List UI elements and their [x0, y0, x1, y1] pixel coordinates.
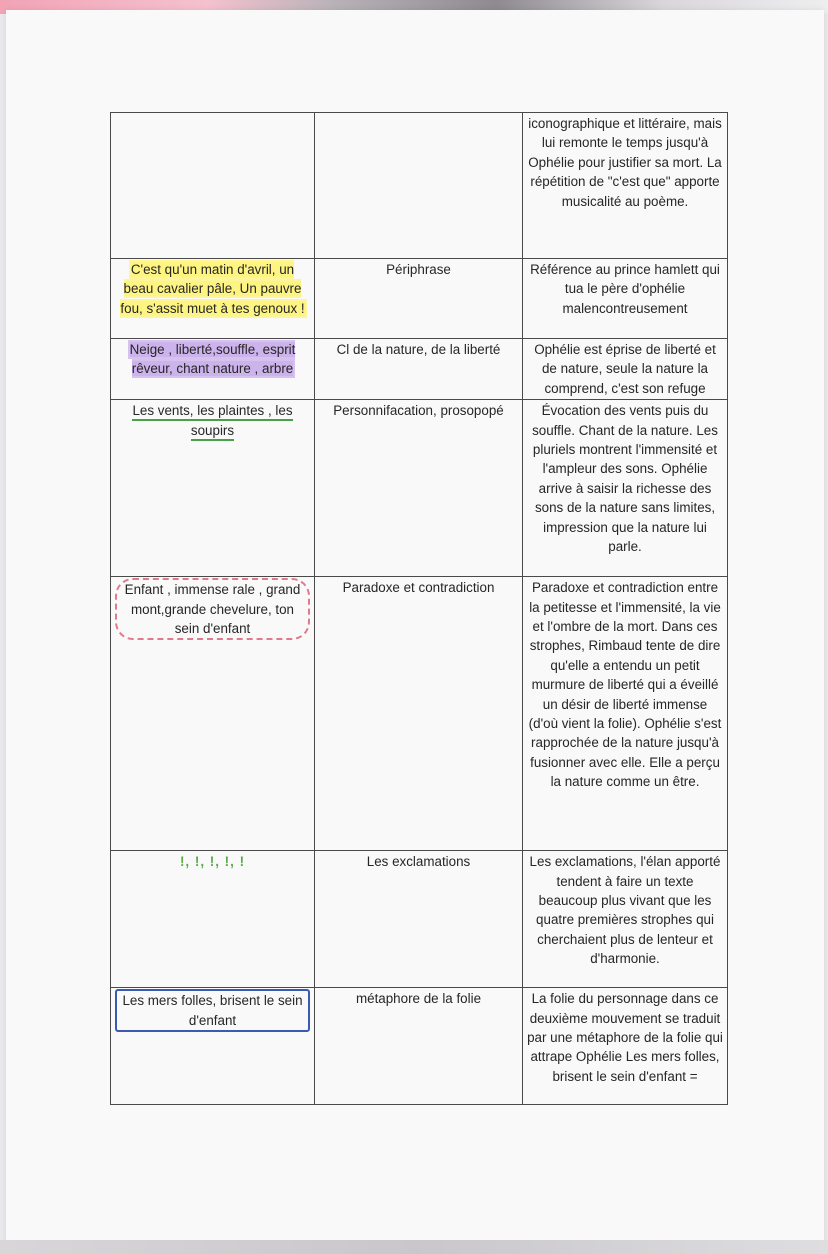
- analysis-cell: Ophélie est éprise de liberté et de nature, seule la nature la comprend, c'est son refuge: [523, 339, 728, 400]
- table-row: [111, 577, 728, 851]
- quote-cell: [111, 851, 315, 988]
- device-cell: métaphore de la folie: [315, 988, 523, 1105]
- circled-quote: Enfant , immense rale , grand mont,grande chevelure, ton sein d'enfant: [115, 578, 310, 640]
- device-cell: Les exclamations: [315, 851, 523, 988]
- quote-cell: [111, 339, 315, 400]
- quote-cell: [111, 577, 315, 851]
- device-cell: Personnifacation, prosopopé: [315, 400, 523, 577]
- exclamation-marks: !, !, !, !, !: [179, 854, 246, 870]
- underlined-quote: Les vents, les plaintes , les soupirs: [132, 403, 292, 440]
- quote-cell: [111, 988, 315, 1105]
- boxed-quote: Les mers folles, brisent le sein d'enfant: [115, 989, 310, 1032]
- quote-cell: [111, 259, 315, 339]
- quote-cell: [111, 113, 315, 259]
- analysis-cell: Paradoxe et contradiction entre la petitesse et l'immensité, la vie et l'ombre de la mort. Dans ces strophes, Rimbaud tente de dire qu'elle a entendu un petit murmure de liberté qui a éveillé un désir de liberté immense (d'où vient la folie). Ophélie s'est rapprochée de la nature jusqu'à fusionner avec elle. Elle a perçu la nature comme un être.: [523, 577, 728, 851]
- table-row: [111, 339, 728, 400]
- device-cell: Paradoxe et contradiction: [315, 577, 523, 851]
- highlighted-quote: Neige , liberté,souffle, esprit rêveur, chant nature , arbre: [129, 342, 296, 377]
- analysis-cell: Évocation des vents puis du souffle. Chant de la nature. Les pluriels montrent l'immensité et l'ampleur des sons. Ophélie arrive à saisir la richesse des sons de la nature sans limites, impression que la nature lui parle.: [523, 400, 728, 577]
- show-through-text: [115, 114, 310, 244]
- table-row: [111, 400, 728, 577]
- analysis-cell: Les exclamations, l'élan apporté tendent à faire un texte beaucoup plus vivant que les quatre premières strophes qui cherchaient plus de lenteur et d'harmonie.: [523, 851, 728, 988]
- analysis-cell: La folie du personnage dans ce deuxième mouvement se traduit par une métaphore de la folie qui attrape Ophélie Les mers folles, brisent le sein d'enfant =: [523, 988, 728, 1105]
- highlighted-quote: C'est qu'un matin d'avril, un beau cavalier pâle, Un pauvre fou, s'assit muet à tes genoux !: [120, 262, 305, 316]
- analysis-cell: Référence au prince hamlett qui tua le père d'ophélie malencontreusement: [523, 259, 728, 339]
- table-row: [111, 113, 728, 259]
- table-row: [111, 988, 728, 1105]
- device-cell: Cl de la nature, de la liberté: [315, 339, 523, 400]
- device-cell: Périphrase: [315, 259, 523, 339]
- device-cell: [315, 113, 523, 259]
- analysis-cell: iconographique et littéraire, mais lui remonte le temps jusqu'à Ophélie pour justifier sa mort. La répétition de "c'est que" apporte musicalité au poème.: [523, 113, 728, 259]
- photo-bottom-edge: [0, 1240, 828, 1254]
- quote-cell: [111, 400, 315, 577]
- table-row: [111, 259, 728, 339]
- table-row: [111, 851, 728, 988]
- analysis-table: [110, 112, 728, 1105]
